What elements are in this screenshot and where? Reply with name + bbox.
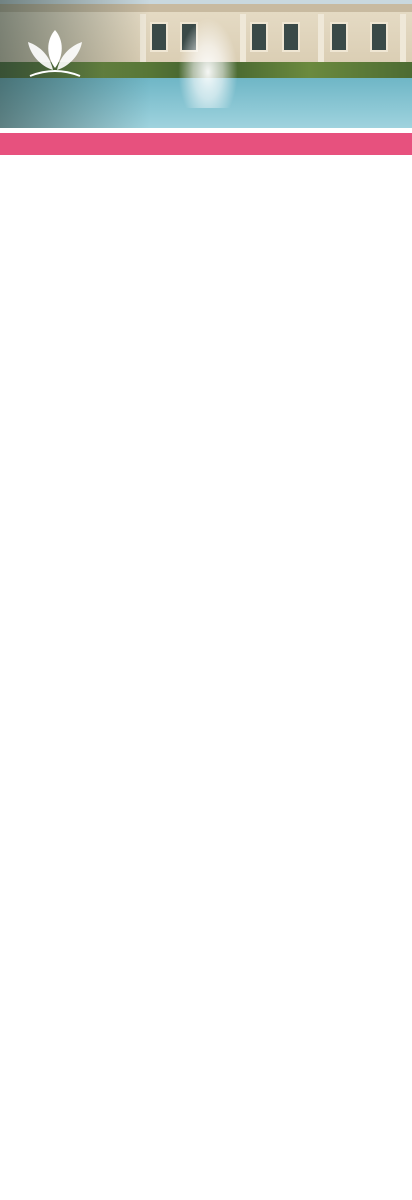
resort-logo-icon (20, 26, 90, 102)
fountain (178, 18, 238, 108)
page-title (116, 96, 412, 128)
window (282, 22, 300, 52)
window (250, 22, 268, 52)
date-range-banner (0, 133, 412, 155)
window (150, 22, 168, 52)
header-photo (0, 0, 412, 128)
window (330, 22, 348, 52)
window (370, 22, 388, 52)
